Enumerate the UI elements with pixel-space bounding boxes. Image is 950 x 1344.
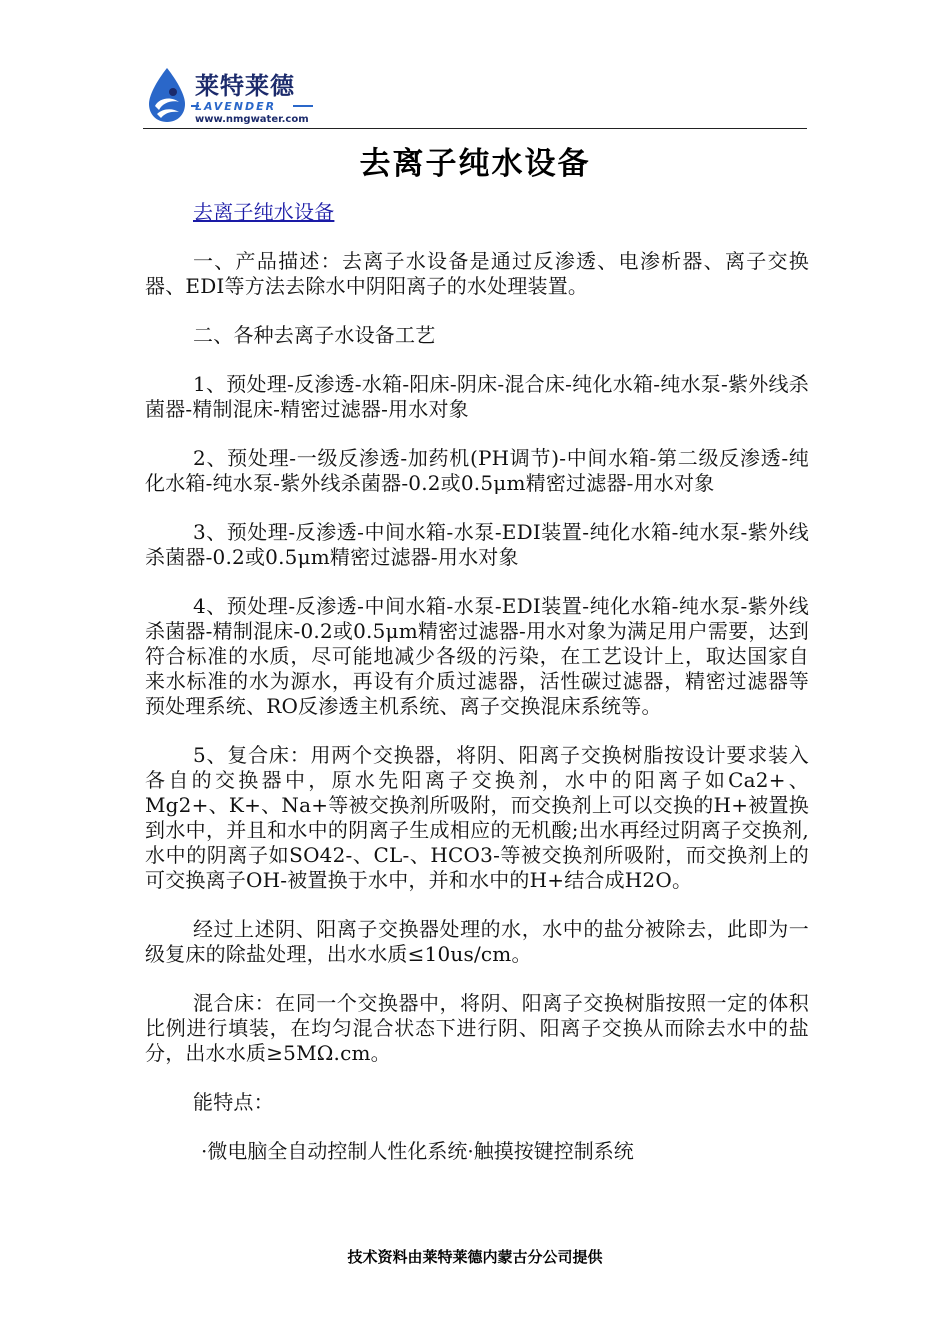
paragraph-process-3: 3、预处理-反渗透-中间水箱-水泵-EDI装置-纯化水箱-纯水泵-紫外线杀菌器-0.2或0.5μm精密过滤器-用水对象 [145,520,809,569]
paragraph-features-heading: 能特点： [193,1090,274,1114]
title-link[interactable]: 去离子纯水设备 [193,200,335,224]
paragraph-process-1: 1、预处理-反渗透-水箱-阳床-阴床-混合床-纯化水箱-纯水泵-紫外线杀菌器-精制混床-精密过滤器-用水对象 [145,372,809,421]
document-body [145,200,809,1164]
features-bullet-line: ·微电脑全自动控制人性化系统·触摸按键控制系统 [201,1139,634,1163]
brand-name-cn: 莱特莱德 [195,72,295,100]
paragraph-process-heading: 二、各种去离子水设备工艺 [193,323,436,347]
paragraph-mixed-bed: 混合床：在同一个交换器中，将阴、阳离子交换树脂按照一定的体积比例进行填装，在均匀混合状态下进行阴、阳离子交换从而除去水中的盐分，出水水质≥5MΩ.cm。 [145,991,809,1065]
paragraph-description: 一、产品描述：去离子水设备是通过反渗透、电渗析器、离子交换器、EDI等方法去除水中阴阳离子的水处理装置。 [145,249,809,298]
brand-url: www.nmgwater.com [195,114,309,125]
paragraph-compound-bed: 5、复合床：用两个交换器，将阴、阳离子交换树脂按设计要求装入各自的交换器中，原水先阳离子交换剂，水中的阳离子如Ca2+、Mg2+、K+、Na+等被交换剂所吸附，而交换剂上可以交换的H+被置换到水中，并且和水中的阴离子生成相应的无机酸;出水再经过阴离子交换剂,水中的阴离子如SO42-、CL-、HCO3-等被交换剂所吸附，而交换剂上的可交换离子OH-被置换于水中，并和水中的H+结合成H2O。 [145,743,809,892]
droplet-logo-icon [143,66,191,124]
page-footer: 技术资料由莱特莱德内蒙古分公司提供 [347,1248,603,1266]
page-title: 去离子纯水设备 [359,146,591,182]
letterhead [143,62,807,130]
paragraph-process-2: 2、预处理-一级反渗透-加药机(PH调节)-中间水箱-第二级反渗透-纯化水箱-纯水泵-紫外线杀菌器-0.2或0.5μm精密过滤器-用水对象 [145,446,809,495]
brand-rule-right [293,105,313,107]
paragraph-process-4: 4、预处理-反渗透-中间水箱-水泵-EDI装置-纯化水箱-纯水泵-紫外线杀菌器-精制混床-0.2或0.5μm精密过滤器-用水对象为满足用户需要，达到符合标准的水质，尽可能地减少各级的污染，在工艺设计上，取达国家自来水标准的水为源水，再设有介质过滤器，活性碳过滤器，精密过滤器等预处理系统、RO反渗透主机系统、离子交换混床系统等。 [145,594,809,718]
header-divider [143,128,807,129]
paragraph-desalination: 经过上述阴、阳离子交换器处理的水，水中的盐分被除去，此即为一级复床的除盐处理，出水水质≤10us/cm。 [145,917,809,966]
title-link-paragraph [145,200,809,225]
brand-name-en: LAVENDER [195,100,277,113]
